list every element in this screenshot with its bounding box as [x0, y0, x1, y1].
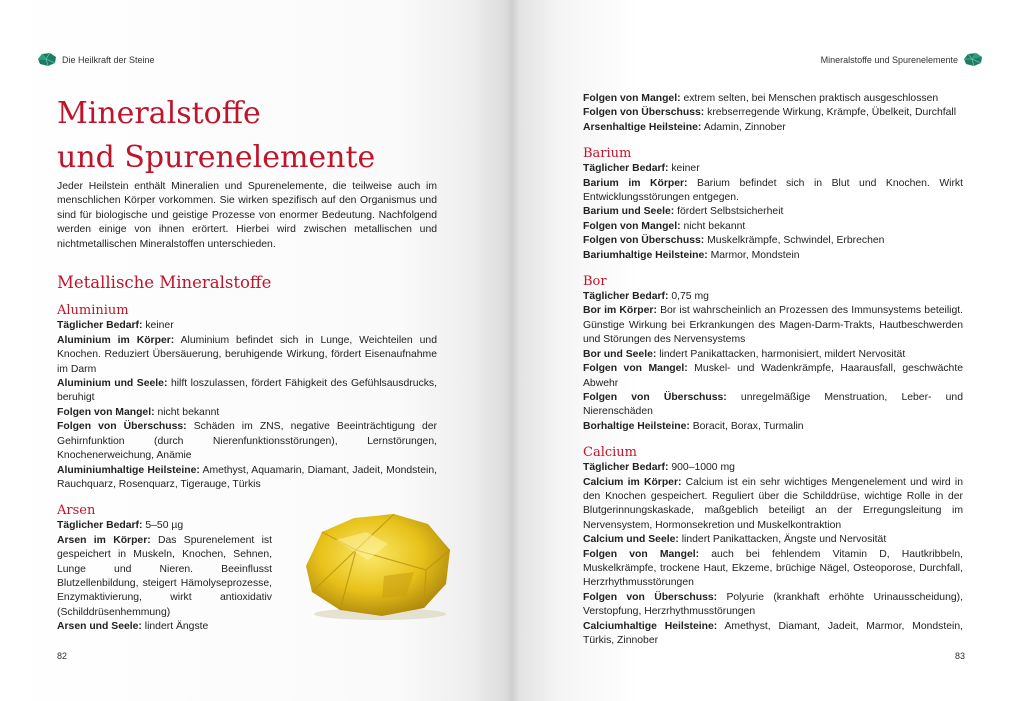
green-gemstone-icon [962, 52, 984, 67]
field-text: Polyurie (krankhaft erhöhte Urinausscheidung), Verstopfung, Herzrhythmusstörungen [583, 591, 963, 618]
element-heading-bor: Bor [583, 274, 607, 290]
element-heading-barium: Barium [583, 146, 632, 162]
field [583, 591, 963, 620]
field [57, 519, 272, 533]
running-head-right [821, 52, 984, 67]
field [57, 420, 437, 463]
field-label: Barium im Körper: [583, 177, 688, 189]
field [583, 548, 963, 591]
field [57, 534, 272, 620]
field [57, 464, 437, 493]
field-label: Aluminium im Körper: [57, 334, 175, 346]
arsen-fields [57, 519, 272, 634]
field-label: Folgen von Mangel: [583, 363, 688, 375]
field-label: Arsen und Seele: [57, 621, 142, 633]
field [583, 249, 963, 263]
field [583, 461, 963, 475]
field [583, 620, 963, 649]
field-label: Folgen von Mangel: [57, 406, 155, 418]
aluminium-fields [57, 319, 437, 492]
field [583, 162, 963, 176]
field-label: Calcium im Körper: [583, 476, 682, 488]
field-label: Folgen von Mangel: [583, 548, 700, 560]
field-text: Bor ist wahrscheinlich an Prozessen des Immunsystems beteiligt. Günstige Wirkung bei Erkrankungen des Magen-Darm-Trakts, Hautbeschwerden und Störungen des Nervensystems [583, 305, 963, 346]
arsen-continued-fields [583, 92, 963, 135]
element-heading-calcium: Calcium [583, 445, 637, 461]
field [583, 290, 963, 304]
field-text: Aluminium befindet sich in Lunge, Weichteilen und Knochen. Reduziert Übersäuerung, beruhigende Wirkung, fördert Eisenaufnahme im Darm [57, 334, 437, 375]
field-label: Folgen von Überschuss: [583, 235, 705, 247]
field-label: Täglicher Bedarf: [583, 163, 669, 175]
field [57, 377, 437, 406]
field-label: Bariumhaltige Heilsteine: [583, 249, 708, 261]
right-column [583, 92, 963, 648]
field [583, 391, 963, 420]
field [57, 620, 272, 634]
field-label: Aluminiumhaltige Heilsteine: [57, 464, 200, 476]
running-head-text: Die Heilkraft der Steine [62, 54, 155, 65]
field-label: Calciumhaltige Heilsteine: [583, 620, 718, 632]
page-number-left: 82 [57, 651, 68, 661]
field-text: extrem selten, bei Menschen praktisch ausgeschlossen [680, 93, 939, 104]
field-label: Täglicher Bedarf: [57, 520, 143, 532]
bor-fields [583, 290, 963, 434]
field-text: fördert Selbstsicherheit [674, 206, 784, 218]
field [583, 476, 963, 534]
field [57, 406, 437, 420]
field-label: Täglicher Bedarf: [57, 320, 143, 332]
field-text: Barium befindet sich in Blut und Knochen. Wirkt Entwicklungsstörungen entgegen. [583, 177, 963, 204]
field-text: Amethyst, Diamant, Jadeit, Marmor, Mondstein, Türkis, Zinnober [583, 620, 963, 646]
yellow-crystal-photo [296, 510, 458, 622]
field-text: krebserregende Wirkung, Krämpfe, Übelkeit, Durchfall [704, 107, 957, 119]
field [583, 121, 963, 135]
field-text: auch bei fehlendem Vitamin D, Hautkribbeln, Muskelkrämpfe, trockene Haut, Ekzeme, brüchige Nägel, Osteoporose, Durchfall, Herzrhythmusstörungen [583, 548, 963, 589]
green-gemstone-icon [36, 52, 58, 67]
field-text: lindert Panikattacken, harmonisiert, mildert Nervosität [656, 348, 906, 360]
field-text: 900–1000 mg [668, 462, 735, 474]
page-title [57, 92, 375, 180]
field-label: Täglicher Bedarf: [583, 462, 669, 474]
field-label: Folgen von Überschuss: [583, 391, 727, 403]
field-text: Das Spurenelement ist gespeichert in Muskeln, Knochen, Sehnen, Lunge und Nieren. Beeinflusst Blutzellenbildung, steigert Hämolyseprozesse, Enzymaktivierung, wirkt antioxidativ (Schilddrüsenhemmung) [57, 534, 272, 618]
field-text: Boracit, Borax, Turmalin [689, 420, 804, 432]
field [583, 348, 963, 362]
field-label: Folgen von Überschuss: [583, 591, 718, 603]
field-text: Muskel- und Wadenkrämpfe, Haarausfall, geschwächte Abwehr [583, 363, 963, 389]
field [583, 106, 963, 120]
field-text: unregelmäßige Menstruation, Leber- und Nierenschäden [583, 391, 963, 418]
field-label: Arsen im Körper: [57, 534, 151, 546]
field-label: Aluminium und Seele: [57, 378, 168, 390]
field-text: lindert Panikattacken, Ängste und Nervosität [678, 534, 887, 546]
field-text: lindert Ängste [141, 621, 209, 633]
field [583, 220, 963, 234]
title-line-2: und Spurenelemente [57, 140, 376, 175]
field-text: Calcium ist ein sehr wichtiges Mengenelement und wird in den Knochen gespeichert. Reguliert über die Schilddrüse, wichtige Rolle in der Blutgerinnungskaskade, maßgeblich beteiligt an der Erregungsleitung im Nervensystem, Hormonsekretion und Muskelkontraktion [583, 476, 963, 531]
field [583, 362, 963, 391]
section-heading: Metallische Mineralstoffe [57, 273, 272, 293]
field-label: Bor und Seele: [583, 348, 657, 360]
calcium-fields [583, 461, 963, 648]
field [583, 177, 963, 206]
right-page [510, 0, 1020, 701]
field-label: Barium und Seele: [583, 206, 675, 218]
field-text: 5–50 µg [142, 520, 184, 532]
field-text: hilft loszulassen, fördert Fähigkeit des Gefühlsausdrucks, beruhigt [57, 378, 437, 404]
field-label: Arsenhaltige Heilsteine: [583, 121, 702, 133]
field-label: Folgen von Mangel: [583, 93, 681, 104]
field-label: Borhaltige Heilsteine: [583, 420, 690, 432]
field [583, 533, 963, 547]
element-heading-arsen: Arsen [57, 503, 96, 519]
field-label: Calcium und Seele: [583, 534, 679, 546]
running-head-text: Mineralstoffe und Spurenelemente [820, 54, 958, 65]
field [57, 334, 437, 377]
field [583, 420, 963, 434]
field [583, 234, 963, 248]
field-label: Bor im Körper: [583, 305, 657, 317]
field-text: Amethyst, Aquamarin, Diamant, Jadeit, Mondstein, Rauchquarz, Rosenquarz, Tigerauge, Türkis [57, 464, 437, 490]
running-head-left [36, 52, 155, 67]
barium-fields [583, 162, 963, 263]
field-label: Folgen von Überschuss: [57, 421, 187, 433]
field-text: keiner [142, 320, 174, 332]
intro-paragraph: Jeder Heilstein enthält Mineralien und Spurenelemente, die teilweise auch im menschlichen Körper vorkommen. Sie wirken spezifisch auf den Organismus und sind für biologische und geistige Prozesse von enormer Bedeutung. Nachfolgend werden einige von ihnen erörtert. Hierbei wird zwischen metallischen und nichtmetallischen Mineralstoffen unterschieden. [57, 181, 437, 250]
field-label: Folgen von Überschuss: [583, 107, 705, 119]
field [583, 205, 963, 219]
field-text: nicht bekannt [154, 406, 220, 418]
field [583, 304, 963, 347]
field-text: 0,75 mg [668, 291, 709, 303]
field-text: nicht bekannt [680, 220, 746, 232]
field [57, 319, 437, 333]
field-label: Folgen von Mangel: [583, 220, 681, 232]
field [583, 92, 963, 106]
field-text: Adamin, Zinnober [701, 121, 786, 133]
element-heading-aluminium: Aluminium [57, 303, 129, 319]
title-line-1: Mineralstoffe [57, 96, 261, 131]
page-number-right: 83 [955, 651, 966, 661]
field-text: keiner [668, 163, 700, 175]
field-text: Schäden im ZNS, negative Beeinträchtigung der Gehirnfunktion (durch Nierenfunktionsstörungen), Lernstörungen, Knochenerweichung, Anämie [57, 421, 437, 462]
field-label: Täglicher Bedarf: [583, 291, 669, 303]
field-text: Marmor, Mondstein [707, 249, 800, 261]
field-text: Muskelkrämpfe, Schwindel, Erbrechen [704, 235, 885, 247]
